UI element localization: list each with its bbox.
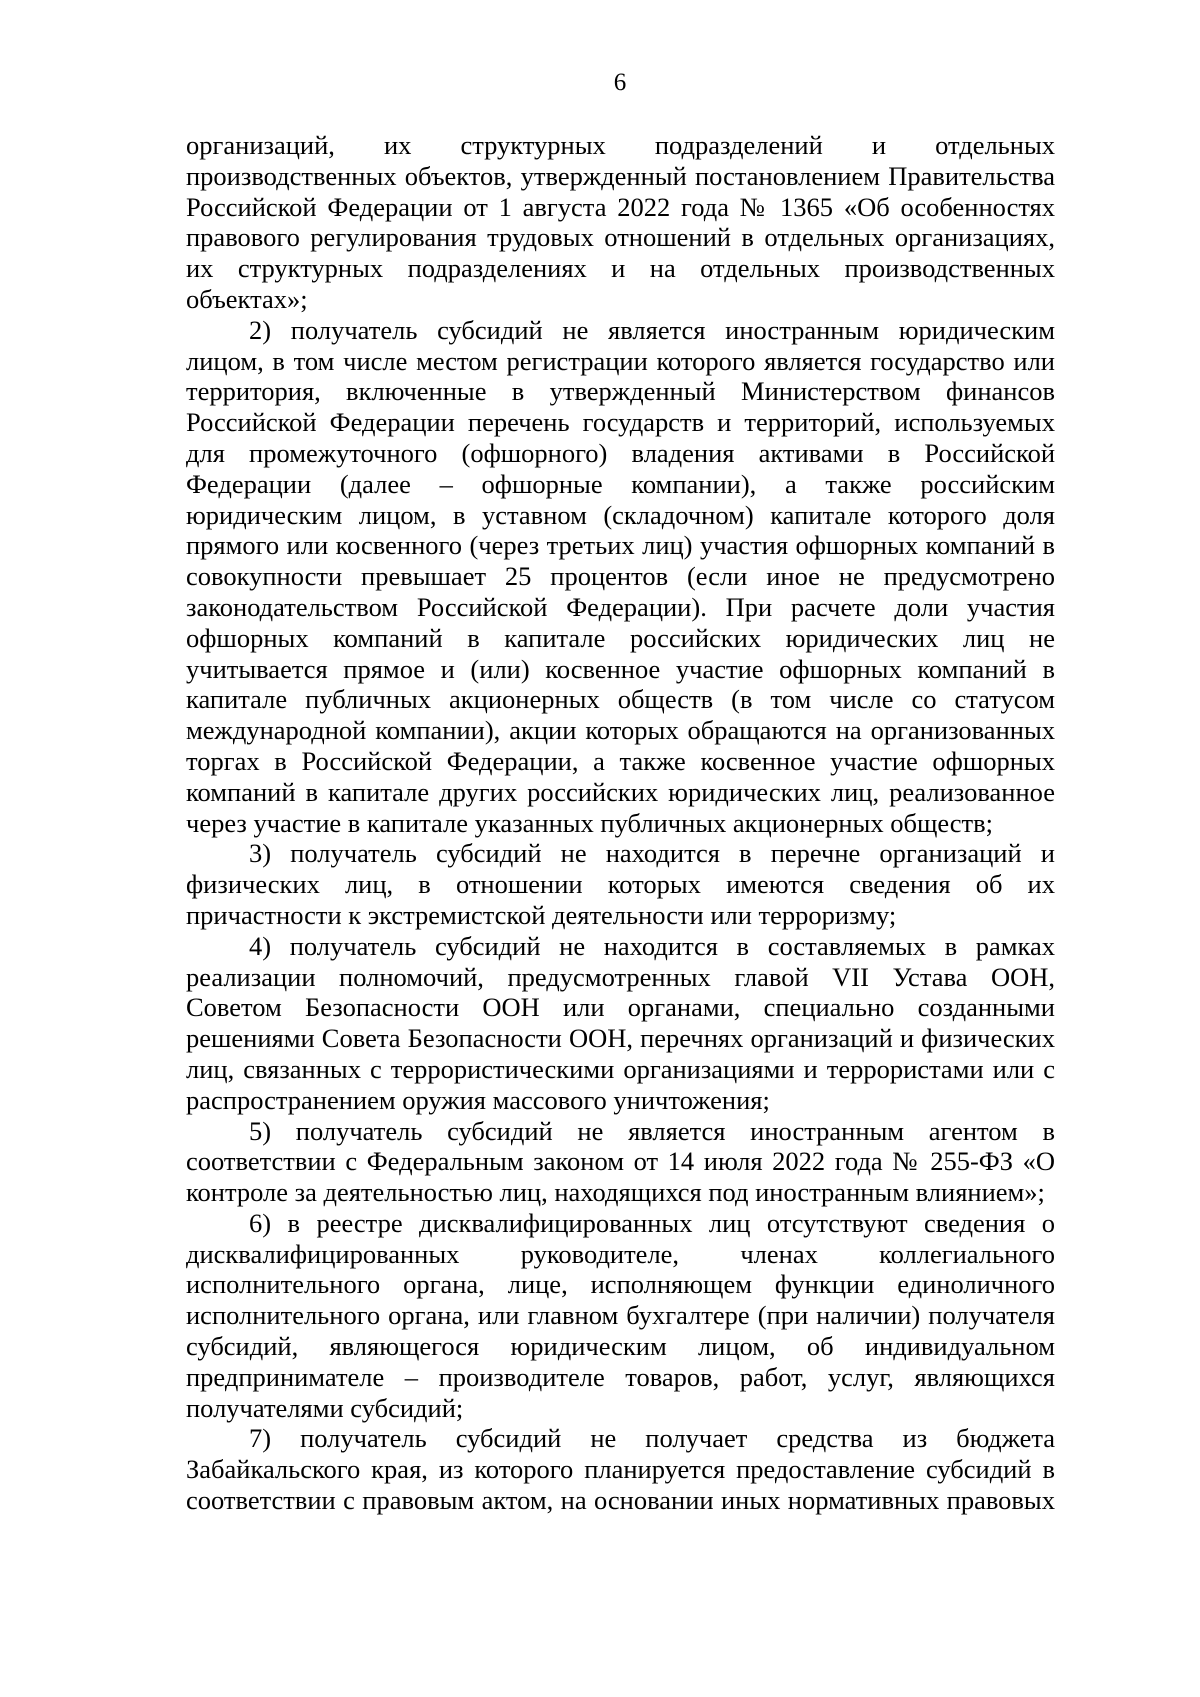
paragraph-item-4: 4) получатель субсидий не находится в составляемых в рамках реализации полномочий, предусмотренных главой VII Устава ООН, Советом Безопасности ООН или органами, специально созданными решениями Совета Безопасности ООН, перечнях организаций и физических лиц, связанных с террористическими организациями и террористами или с распространением оружия массового уничтожения; xyxy=(186,930,1055,1115)
paragraph-continuation: организаций, их структурных подразделений и отдельных производственных объектов, утвержденный постановлением Правительства Российской Федерации от 1 августа 2022 года № 1365 «Об особенностях правового регулирования трудовых отношений в отдельных организациях, их структурных подразделениях и на отдельных производственных объектах»; xyxy=(186,130,1055,314)
paragraph-item-7: 7) получатель субсидий не получает средства из бюджета Забайкальского края, из которого планируется предоставление субсидий в соответствии с правовым актом, на основании иных нормативных правовых xyxy=(186,1423,1055,1516)
document-body xyxy=(186,130,1055,1516)
page-number: 6 xyxy=(613,69,627,96)
paragraph-item-2: 2) получатель субсидий не является иностранным юридическим лицом, в том числе местом регистрации которого является государство или территория, включенные в утвержденный Министерством финансов Российской Федерации перечень государств и территорий, используемых для промежуточного (офшорного) владения активами в Российской Федерации (далее – офшорные компании), а также российским юридическим лицом, в уставном (складочном) капитале которого доля прямого или косвенного (через третьих лиц) участия офшорных компаний в совокупности превышает 25 процентов (если иное не предусмотрено законодательством Российской Федерации). При расчете доли участия офшорных компаний в капитале российских юридических лиц не учитывается прямое и (или) косвенное участие офшорных компаний в капитале публичных акционерных обществ (в том числе со статусом международной компании), акции которых обращаются на организованных торгах в Российской Федерации, а также косвенное участие офшорных компаний в капитале других российских юридических лиц, реализованное через участие в капитале указанных публичных акционерных обществ; xyxy=(186,314,1055,838)
paragraph-item-5: 5) получатель субсидий не является иностранным агентом в соответствии с Федеральным законом от 14 июля 2022 года № 255-ФЗ «О контроле за деятельностью лиц, находящихся под иностранным влиянием»; xyxy=(186,1115,1055,1208)
paragraph-item-6: 6) в реестре дисквалифицированных лиц отсутствуют сведения о дисквалифицированных руководителе, членах коллегиального исполнительного органа, лице, исполняющем функции единоличного исполнительного органа, или главном бухгалтере (при наличии) получателя субсидий, являющегося юридическим лицом, об индивидуальном предпринимателе – производителе товаров, работ, услуг, являющихся получателями субсидий; xyxy=(186,1207,1055,1423)
paragraph-item-3: 3) получатель субсидий не находится в перечне организаций и физических лиц, в отношении которых имеются сведения об их причастности к экстремистской деятельности или терроризму; xyxy=(186,838,1055,930)
